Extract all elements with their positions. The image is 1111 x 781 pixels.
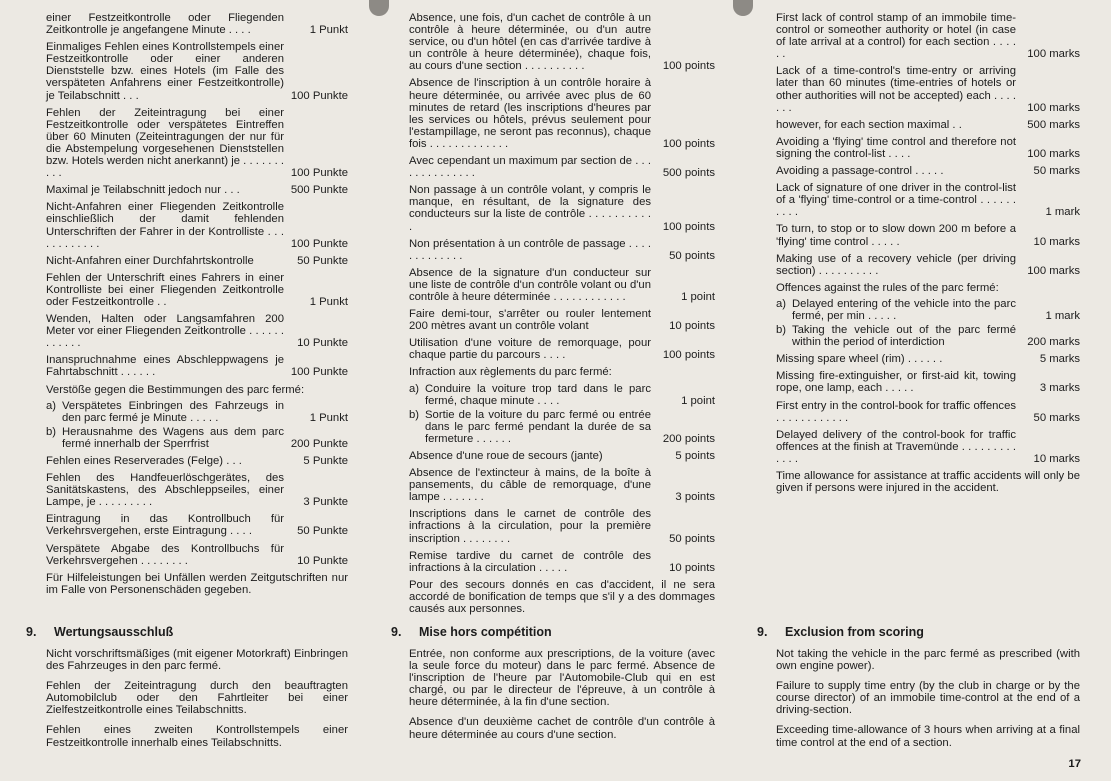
penalty-points: 1 Punkt xyxy=(309,411,348,424)
page-number: 17 xyxy=(1068,758,1081,770)
section-title: Wertungsausschluß xyxy=(54,625,174,639)
penalty-text: Avoiding a 'flying' time control and therefore not signing the control-list . . . . xyxy=(776,135,1016,160)
english-column xyxy=(776,12,1080,494)
penalty-points: 100 marks xyxy=(1027,101,1080,114)
penalty-text: Avoiding a passage-control . . . . . xyxy=(776,165,944,178)
penalty-points: 1 Punkt xyxy=(309,295,348,308)
penalty-points: 3 points xyxy=(675,491,715,504)
german-column xyxy=(46,12,348,596)
penalty-points: 10 Punkte xyxy=(297,337,348,350)
penalty-entry xyxy=(409,337,715,361)
penalty-text: Herausnahme des Wagens aus dem parc fermé innerhalb der Sperrfrist xyxy=(62,425,284,450)
section-number: 9. xyxy=(26,625,37,639)
penalty-text: Absence de l'inscription à un contrôle horaire à heure déterminée, ou arrivée avec plus de 60 minutes de retard (les inscriptions d'heures par les services ou hôtels, prévus seulement pour l'estampillage, ne seront pas reconnus), chaque fois . . . . . . . . . . . . . xyxy=(409,77,651,150)
penalty-entry xyxy=(776,429,1080,465)
item-label: b) xyxy=(46,425,57,438)
penalty-entry xyxy=(776,370,1080,394)
penalty-text: Absence de l'extincteur à mains, de la boîte à pansements, du câble de remorquage, d'une lampe . . . . . . . xyxy=(409,467,651,504)
binder-hole xyxy=(369,0,389,16)
penalty-text: Sortie de la voiture du parc fermé ou entrée dans le parc fermé pendant la durée de sa fermeture . . . . . . xyxy=(425,408,651,445)
penalty-text: First lack of control stamp of an immobile time-control or someother authority or hotel (in case of late arrival at a control) for each section . . . . . . xyxy=(776,12,1016,61)
penalty-text: einer Festzeitkontrolle oder Fliegenden Zeitkontrolle je angefangene Minute . . . . xyxy=(46,12,284,37)
penalty-text: Missing spare wheel (rim) . . . . . . xyxy=(776,353,943,366)
parc-ferme-item xyxy=(776,298,1080,322)
penalty-points: 5 marks xyxy=(1039,353,1080,366)
penalty-points: 3 marks xyxy=(1039,382,1080,395)
accident-note: Für Hilfeleistungen bei Unfällen werden Zeitgutschriften nur im Falle von Personenschäden gegeben. xyxy=(46,571,348,596)
penalty-entry xyxy=(46,12,348,36)
section-title: Exclusion from scoring xyxy=(785,625,924,639)
penalty-entry xyxy=(46,455,348,467)
penalty-entry xyxy=(776,223,1080,247)
item-label: a) xyxy=(409,382,420,395)
penalty-entry xyxy=(776,65,1080,113)
penalty-points: 500 Punkte xyxy=(290,184,348,197)
penalty-text: Absence, une fois, d'un cachet de contrôle à un contrôle à heure déterminée, ou d'un autre service, ou d'un hôtel (en cas d'arrivée tardive à un contrôle à heure déterminée), chaque fois, au cours d'une section . . . . . . . . . . xyxy=(409,12,651,73)
penalty-entry xyxy=(776,165,1080,177)
penalty-points: 50 Punkte xyxy=(297,525,348,538)
penalty-points: 100 marks xyxy=(1027,147,1080,160)
penalty-points: 1 Punkt xyxy=(309,24,348,37)
item-label: b) xyxy=(409,408,420,421)
penalty-text: Utilisation d'une voiture de remorquage, pour chaque partie du parcours . . . . xyxy=(409,337,651,362)
section-body-french xyxy=(409,648,715,749)
parc-ferme-item xyxy=(409,409,715,445)
penalty-text: Maximal je Teilabschnitt jedoch nur . . . xyxy=(46,184,240,197)
penalty-text: Non présentation à un contrôle de passage . . . . . . . . . . . . . xyxy=(409,237,651,262)
item-label: a) xyxy=(776,297,787,310)
penalty-points: 200 Punkte xyxy=(290,437,348,450)
penalty-points: 3 Punkte xyxy=(303,496,348,509)
penalty-text: Nicht-Anfahren einer Durchfahrtskontrolle xyxy=(46,254,254,267)
section-paragraph: Entrée, non conforme aux prescriptions, de la voiture (avec la seule force du moteur) dans le parc fermé. Absence de l'inscription de l'heure par l'Automobile-Club qui en est chargé, ou par le directeur de l'épreuve, à un contrôle à heure déterminée, à la fin d'une section. xyxy=(409,648,715,709)
penalty-entry xyxy=(776,253,1080,277)
penalty-points: 1 mark xyxy=(1045,206,1080,219)
parc-ferme-header: Infraction aux règlements du parc fermé: xyxy=(409,366,612,379)
french-column xyxy=(409,12,715,615)
penalty-entry xyxy=(409,550,715,574)
penalty-points: 50 points xyxy=(669,249,715,262)
penalty-points: 100 Punkte xyxy=(290,89,348,102)
section-paragraph: Fehlen eines zweiten Kontrollstempels einer Festzeitkontrolle innerhalb eines Teilabschnitts. xyxy=(46,724,348,749)
penalty-entry xyxy=(409,77,715,150)
penalty-text: Absence d'une roue de secours (jante) xyxy=(409,450,603,462)
section-heading-english xyxy=(757,625,924,639)
penalty-text: Making use of a recovery vehicle (per driving section) . . . . . . . . . . xyxy=(776,252,1016,277)
penalty-entry xyxy=(46,272,348,308)
penalty-points: 100 points xyxy=(662,349,715,362)
parc-ferme-rules xyxy=(776,282,1080,348)
penalty-entry xyxy=(46,41,348,101)
accident-note: Time allowance for assistance at traffic accidents will only be given if persons were injured in the accident. xyxy=(776,470,1080,495)
penalty-points: 1 mark xyxy=(1045,309,1080,322)
parc-ferme-item xyxy=(776,324,1080,348)
penalty-entry xyxy=(409,12,715,72)
penalty-entry xyxy=(46,184,348,196)
penalty-text: Fehlen eines Reserverades (Felge) . . . xyxy=(46,455,242,467)
penalty-text: Non passage à un contrôle volant, y compris le manque, en résultant, de la signature des conducteurs sur la liste de contrôle . . . . . . . . . . . xyxy=(409,184,651,233)
penalty-text: To turn, to stop or to slow down 200 m before a 'flying' time control . . . . . xyxy=(776,223,1016,248)
binder-hole xyxy=(733,0,753,16)
penalty-points: 100 points xyxy=(662,137,715,150)
penalty-text: Lack of a time-control's time-entry or arriving later than 60 minutes (time-entries of hotels or other authorities will not be accepted) each . . . . . . . xyxy=(776,65,1016,114)
penalty-text: Absence de la signature d'un conducteur sur une liste de contrôle d'un contrôle volant ou d'un contrôle à heure déterminée . . . . . . . . . . . . xyxy=(409,266,651,303)
penalty-text: Wenden, Halten oder Langsamfahren 200 Meter vor einer Fliegenden Zeitkontrolle . . . . . . . . . . . . xyxy=(46,313,284,350)
parc-ferme-header: Verstöße gegen die Bestimmungen des parc fermé: xyxy=(46,383,305,396)
penalty-entry xyxy=(409,184,715,232)
penalty-points: 50 Punkte xyxy=(297,254,348,267)
penalty-entry xyxy=(776,136,1080,160)
penalty-entry xyxy=(776,400,1080,424)
penalty-points: 10 points xyxy=(669,561,715,574)
penalty-text: Avec cependant un maximum par section de . . . . . . . . . . . . . . xyxy=(409,155,651,180)
penalty-points: 50 marks xyxy=(1033,165,1080,178)
penalty-entry xyxy=(409,467,715,503)
section-paragraph: Fehlen der Zeiteintragung durch den beauftragten Automobilclub oder den Fahrtleiter bei einer Zielfestzeitkontrolle eines Teilabschnitts. xyxy=(46,680,348,717)
section-paragraph: Not taking the vehicle in the parc fermé as prescribed (with own engine power). xyxy=(776,648,1080,673)
penalty-entry xyxy=(409,155,715,179)
penalty-entry xyxy=(776,12,1080,60)
penalty-text: Delayed delivery of the control-book for traffic offences at the finish at Travemünde . . . . . . . . . . . . . xyxy=(776,428,1016,465)
penalty-text: Fehlen des Handfeuerlöschgerätes, des Sanitätskastens, des Abschleppseiles, einer Lampe, je . . . . . . . . . xyxy=(46,472,284,509)
penalty-entry xyxy=(46,255,348,267)
parc-ferme-item xyxy=(46,426,348,450)
penalty-points: 1 point xyxy=(681,290,715,303)
penalty-entry xyxy=(409,508,715,544)
penalty-entry xyxy=(46,543,348,567)
penalty-points: 100 points xyxy=(662,220,715,233)
penalty-points: 10 Punkte xyxy=(297,554,348,567)
penalty-points: 200 marks xyxy=(1027,336,1080,349)
section-paragraph: Nicht vorschriftsmäßiges (mit eigener Motorkraft) Einbringen des Fahrzeuges in den parc fermé. xyxy=(46,648,348,673)
penalty-text: however, for each section maximal . . xyxy=(776,118,962,131)
penalty-entry xyxy=(776,182,1080,218)
penalty-entry xyxy=(776,353,1080,365)
penalty-text: Fehlen der Unterschrift eines Fahrers in einer Kontrolliste bei einer Fliegenden Zeitkontrolle oder Festzeitkontrolle . . xyxy=(46,271,284,308)
penalty-text: Inscriptions dans le carnet de contrôle des infractions à la circulation, pour la première inscription . . . . . . . . xyxy=(409,508,651,545)
penalty-text: Nicht-Anfahren einer Fliegenden Zeitkontrolle einschließlich der damit fehlenden Unterschriften der Fahrer in der Kontrolliste . . . . . . . . . . . . xyxy=(46,201,284,250)
penalty-text: Faire demi-tour, s'arrêter ou rouler lentement 200 mètres avant un contrôle volant xyxy=(409,308,651,333)
accident-note: Pour des secours donnés en cas d'accident, il ne sera accordé de bonification de temps que s'il y a des dommages causés aux personnes. xyxy=(409,578,715,616)
penalty-text: Taking the vehicle out of the parc fermé within the period of interdiction xyxy=(792,324,1016,349)
penalty-entry xyxy=(46,354,348,378)
penalty-text: Inanspruchnahme eines Abschleppwagens je Fahrtabschnitt . . . . . . xyxy=(46,354,284,379)
penalty-entry xyxy=(409,308,715,332)
penalty-points: 10 marks xyxy=(1033,235,1080,248)
penalty-points: 5 points xyxy=(675,450,715,462)
penalty-entry xyxy=(46,107,348,180)
item-label: b) xyxy=(776,324,787,337)
penalty-text: Verspätete Abgabe des Kontrollbuchs für Verkehrsvergehen . . . . . . . . xyxy=(46,542,284,567)
section-body-english xyxy=(776,648,1080,757)
penalty-points: 50 marks xyxy=(1033,411,1080,424)
penalty-points: 100 points xyxy=(662,60,715,73)
penalty-text: Remise tardive du carnet de contrôle des infractions à la circulation . . . . . xyxy=(409,549,651,574)
penalty-text: Missing fire-extinguisher, or first-aid kit, towing rope, one lamp, each . . . . . xyxy=(776,370,1016,395)
penalty-entry xyxy=(409,267,715,303)
section-number: 9. xyxy=(391,625,402,639)
section-heading-german xyxy=(26,625,173,639)
section-paragraph: Absence d'un deuxième cachet de contrôle d'un contrôle à heure déterminée au cours d'une section. xyxy=(409,716,715,741)
penalty-points: 10 marks xyxy=(1033,452,1080,465)
section-paragraph: Failure to supply time entry (by the club in charge or by the course director) of an immobile time-control at the end of a driving-section. xyxy=(776,680,1080,717)
parc-ferme-item xyxy=(46,400,348,424)
penalty-points: 200 points xyxy=(662,432,715,445)
section-paragraph: Exceeding time-allowance of 3 hours when arriving at a final time control at the end of a section. xyxy=(776,724,1080,749)
penalty-points: 500 points xyxy=(662,167,715,180)
section-body-german xyxy=(46,648,348,757)
penalty-entry xyxy=(46,472,348,508)
section-number: 9. xyxy=(757,625,768,639)
penalty-points: 5 Punkte xyxy=(303,455,348,467)
parc-ferme-rules xyxy=(46,384,348,450)
penalty-text: Delayed entering of the vehicle into the parc fermé, per min . . . . . xyxy=(792,297,1016,322)
penalty-text: Lack of signature of one driver in the control-list of a 'flying' time-control or a time-control . . . . . . . . . . xyxy=(776,182,1016,219)
item-label: a) xyxy=(46,399,57,412)
penalty-entry xyxy=(46,513,348,537)
parc-ferme-rules xyxy=(409,366,715,445)
penalty-entry xyxy=(46,201,348,249)
penalty-points: 100 marks xyxy=(1027,48,1080,61)
penalty-text: Eintragung in das Kontrollbuch für Verkehrsvergehen, erste Eintragung . . . . xyxy=(46,513,284,538)
penalty-entry xyxy=(46,313,348,349)
penalty-text: Einmaliges Fehlen eines Kontrollstempels einer Festzeitkontrolle oder einer anderen Dienststelle bzw. eines Hotels (im Falle des verspäteten Anfahrens einer Festzeitkontrolle) je Teilabschnitt . . . xyxy=(46,41,284,102)
penalty-points: 100 Punkte xyxy=(290,237,348,250)
section-title: Mise hors compétition xyxy=(419,625,552,639)
section-heading-french xyxy=(391,625,552,639)
penalty-points: 500 marks xyxy=(1027,118,1080,131)
parc-ferme-header: Offences against the rules of the parc fermé: xyxy=(776,281,999,294)
penalty-entry xyxy=(409,450,715,462)
penalty-entry xyxy=(409,238,715,262)
penalty-points: 100 Punkte xyxy=(290,167,348,180)
penalty-points: 10 points xyxy=(669,320,715,333)
penalty-text: Verspätetes Einbringen des Fahrzeugs in den parc fermé je Minute . . . . . xyxy=(62,399,284,424)
penalty-points: 100 Punkte xyxy=(290,366,348,379)
penalty-entry xyxy=(776,119,1080,131)
penalty-text: Fehlen der Zeiteintragung bei einer Festzeitkontrolle oder verspätetes Eintreffen über 60 Minuten (Zeiteintragungen der nur für die Abstempelung vorgesehenen Dienststellen bzw. Hotels werden nicht anerkannt) je . . . . . . . . . . xyxy=(46,106,284,180)
penalty-points: 1 point xyxy=(681,394,715,407)
parc-ferme-item xyxy=(409,383,715,407)
penalty-points: 100 marks xyxy=(1027,264,1080,277)
penalty-points: 50 points xyxy=(669,532,715,545)
penalty-text: Conduire la voiture trop tard dans le parc fermé, chaque minute . . . . xyxy=(425,382,651,407)
penalty-text: First entry in the control-book for traffic offences . . . . . . . . . . . . xyxy=(776,399,1016,424)
